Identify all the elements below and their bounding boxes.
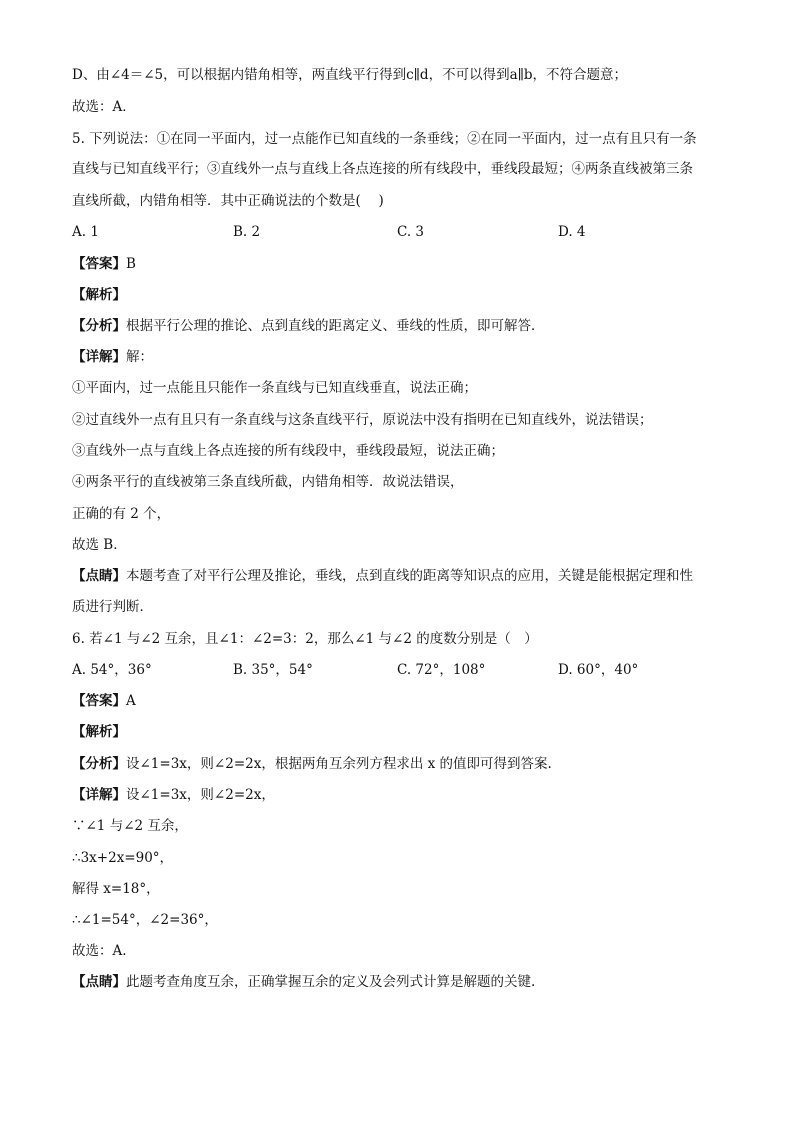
answer-tag: 【答案】	[72, 693, 126, 709]
q6-step-3: 解得 x=18°，	[72, 881, 160, 897]
q5-analysis-line	[72, 285, 126, 305]
q5-comment-text-1: 本题考查了对平行公理及推论，垂线，点到直线的距离等知识点的应用，关键是能根据定理和性	[126, 568, 693, 584]
q5-detail-text: 解：	[126, 349, 153, 365]
q5-fenxi-line	[72, 316, 545, 336]
answer-tag: 【答案】	[72, 256, 126, 272]
q6-fenxi-text: 设∠1=3x，则∠2=2x，根据两角互余列方程求出 x 的值即可得到答案.	[126, 756, 552, 772]
q6-option-b: B. 35°，54°	[233, 662, 313, 678]
fenxi-tag: 【分析】	[72, 318, 126, 334]
q4-option-d-text: D、由∠4＝∠5，可以根据内错角相等，两直线平行得到c∥d，不可以得到a∥b，不符合题意；	[72, 67, 627, 83]
q6-step-1: ∵∠1 与∠2 互余，	[72, 818, 188, 834]
q5-step-4: ④两条平行的直线被第三条直线所截，内错角相等．故说法错误，	[72, 474, 464, 490]
q5-step-6: 故选 B．	[72, 537, 127, 553]
q5-stem-line-1: 5. 下列说法：①在同一平面内，过一点能作已知直线的一条垂线；②在同一平面内，过一点有且只有一条	[72, 131, 697, 147]
q5-fenxi-text: 根据平行公理的推论、点到直线的距离定义、垂线的性质，即可解答．	[126, 318, 545, 334]
q5-answer: B	[126, 256, 136, 272]
q5-comment-line-1	[72, 566, 693, 586]
comment-tag: 【点睛】	[72, 568, 126, 584]
q6-comment-text: 此题考查角度互余，正确掌握互余的定义及会列式计算是解题的关键.	[126, 974, 536, 990]
q6-step-5: 故选：A.	[72, 943, 127, 959]
q5-stem-line-2: 直线与已知直线平行；③直线外一点与直线上各点连接的所有线段中，垂线段最短；④两条直线被第三条	[72, 161, 693, 177]
analysis-tag: 【解析】	[72, 724, 126, 740]
q5-option-a: A. 1	[72, 224, 99, 240]
q6-option-c: C. 72°，108°	[397, 662, 486, 678]
q5-step-5: 正确的有 2 个，	[72, 506, 171, 522]
q6-step-4: ∴∠1=54°，∠2=36°，	[72, 912, 218, 928]
comment-tag: 【点睛】	[72, 974, 126, 990]
detail-tag: 【详解】	[72, 349, 126, 365]
detail-tag: 【详解】	[72, 787, 126, 803]
q5-option-c: C. 3	[397, 224, 425, 240]
q5-answer-line	[72, 254, 136, 274]
q5-step-2: ②过直线外一点有且只有一条直线与这条直线平行，原说法中没有指明在已知直线外，说法错误；	[72, 412, 653, 428]
q6-fenxi-line	[72, 754, 552, 774]
q6-detail-text: 设∠1=3x，则∠2=2x，	[126, 787, 275, 803]
q5-option-b: B. 2	[233, 224, 261, 240]
q6-answer-line	[72, 691, 136, 711]
q6-step-2: ∴3x+2x=90°，	[72, 850, 174, 866]
q6-detail-line	[72, 785, 275, 805]
analysis-tag: 【解析】	[72, 287, 126, 303]
q6-stem: 6. 若∠1 与∠2 互余，且∠1：∠2=3：2，那么∠1 与∠2 的度数分别是（ ）	[72, 631, 538, 647]
q4-choose-text: 故选：A．	[72, 99, 136, 115]
q5-step-3: ③直线外一点与直线上各点连接的所有线段中，垂线段最短，说法正确；	[72, 443, 504, 459]
q6-analysis-line	[72, 722, 126, 742]
q5-step-1: ①平面内，过一点能且只能作一条直线与已知直线垂直，说法正确；	[72, 380, 477, 396]
q5-stem-line-3: 直线所截，内错角相等．其中正确说法的个数是( )	[72, 193, 384, 209]
q5-option-d: D. 4	[558, 224, 586, 240]
q6-option-d: D. 60°，40°	[558, 662, 639, 678]
fenxi-tag: 【分析】	[72, 756, 126, 772]
q5-detail-line	[72, 347, 153, 367]
q5-comment-line-2: 质进行判断．	[72, 599, 153, 615]
q6-option-a: A. 54°，36°	[72, 662, 152, 678]
q6-answer: A	[126, 693, 136, 709]
q6-comment-line	[72, 972, 535, 992]
